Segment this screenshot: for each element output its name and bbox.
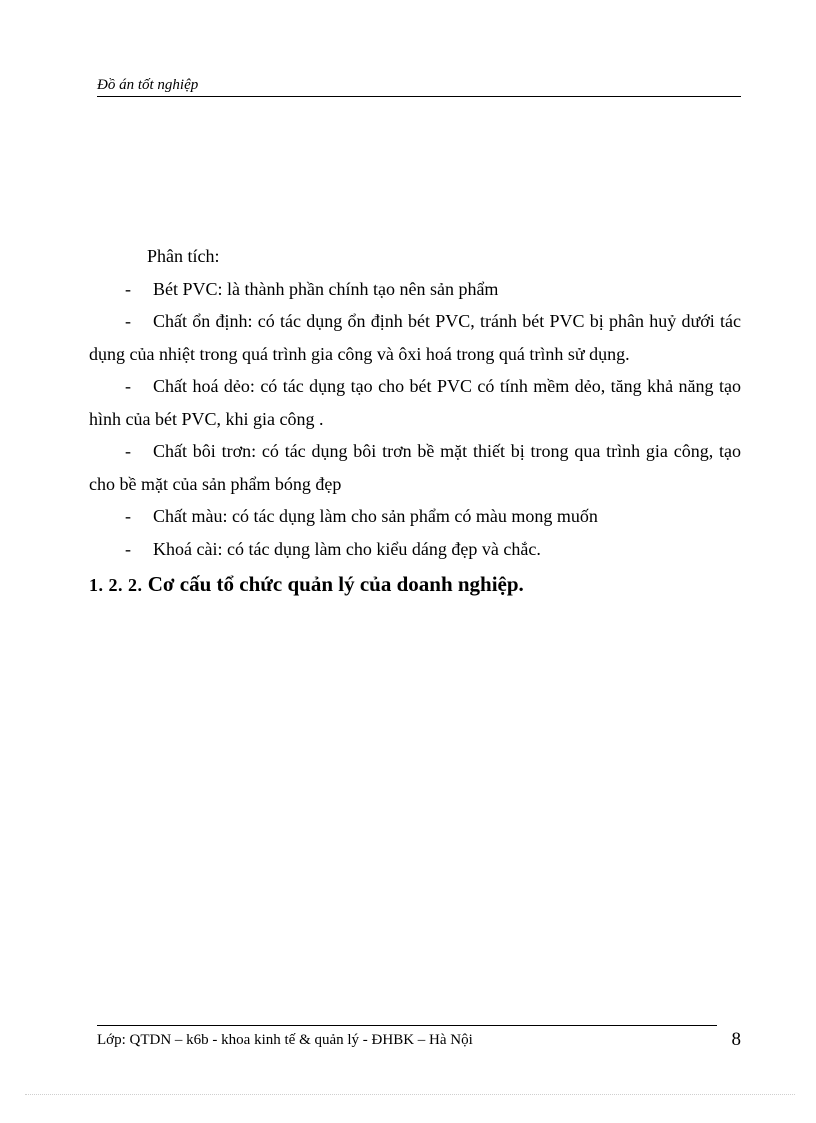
page-number: 8 (731, 1029, 741, 1050)
list-item (89, 435, 741, 500)
list-dash: - (125, 506, 131, 526)
section-title: Cơ cấu tổ chức quản lý của doanh nghiệp. (147, 572, 524, 596)
list-item (89, 533, 741, 566)
list-item-text: Chất hoá dẻo: có tác dụng tạo cho bét PVC có tính mềm dẻo, tăng khả năng tạo hình của bét PVC, khi gia công . (89, 376, 741, 429)
intro-text: Phân tích: (147, 246, 220, 266)
section-number: 1. 2. 2. (89, 575, 143, 595)
section-heading (89, 565, 741, 600)
footer-divider (97, 1025, 717, 1026)
list-item-text: Bét PVC: là thành phần chính tạo nên sản phẩm (153, 278, 499, 299)
list-item (89, 500, 741, 533)
list-dash: - (125, 311, 131, 331)
footer-text: Lớp: QTDN – k6b - khoa kinh tế & quản lý - ĐHBK – Hà Nội (97, 1032, 473, 1048)
list-item-text: Chất màu: có tác dụng làm cho sản phẩm có màu mong muốn (153, 506, 598, 526)
list-item-text: Chất bôi trơn: có tác dụng bôi trơn bề mặt thiết bị trong qua trình gia công, tạo cho bề mặt của sản phẩm bóng đẹp (89, 441, 741, 494)
list-item (89, 305, 741, 370)
list-item (89, 370, 741, 435)
list-dash: - (125, 441, 131, 461)
page-header (97, 76, 741, 97)
list-dash: - (125, 538, 131, 559)
list-dash: - (125, 278, 131, 299)
list-item (89, 273, 741, 306)
list-item-text: Khoá cài: có tác dụng làm cho kiểu dáng đẹp và chắc. (153, 538, 541, 559)
page-footer (97, 1030, 741, 1050)
header-title: Đồ án tốt nghiệp (97, 77, 199, 93)
page-body (89, 240, 741, 600)
list-dash: - (125, 376, 131, 396)
page-edge-divider (25, 1094, 795, 1095)
list-item-text: Chất ổn định: có tác dụng ổn định bét PVC, tránh bét PVC bị phân huỷ dưới tác dụng của nhiệt trong quá trình gia công và ôxi hoá trong quá trình sử dụng. (89, 311, 741, 364)
